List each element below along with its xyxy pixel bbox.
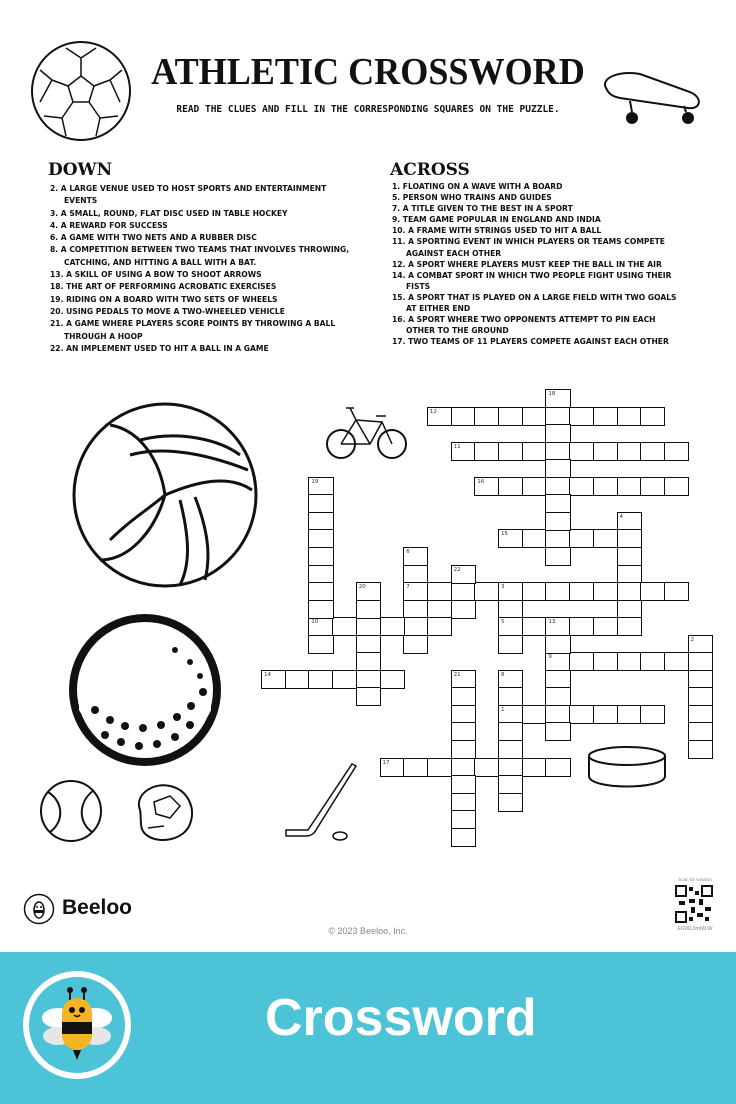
crossword-cell[interactable] [451,565,476,584]
crossword-cell[interactable] [474,407,499,426]
copyright: © 2023 Beeloo, Inc. [328,926,408,936]
clue-number: 19 [311,478,319,485]
crossword-cell[interactable] [617,582,642,601]
down-clues-list [50,183,350,355]
down-clue: 2. A LARGE VENUE USED TO HOST SPORTS AND ENTERTAINMENT EVENTS [50,184,327,206]
crossword-cell[interactable] [356,635,381,654]
crossword-cell[interactable] [498,740,523,759]
crossword-cell[interactable] [617,547,642,566]
crossword-cell[interactable] [498,635,523,654]
crossword-cell[interactable] [545,687,570,706]
crossword-cell[interactable] [593,617,618,636]
clue-number: 8 [501,671,505,678]
crossword-cell[interactable] [688,635,713,654]
crossword-cell[interactable] [308,582,333,601]
down-clue: 6. A GAME WITH TWO NETS AND A RUBBER DISC [50,233,257,243]
crossword-cell[interactable] [522,758,547,777]
crossword-cell[interactable] [308,477,333,496]
crossword-cell[interactable] [617,442,642,461]
crossword-cell[interactable] [664,582,689,601]
crossword-cell[interactable] [617,529,642,548]
crossword-cell[interactable] [569,407,594,426]
clue-number: 11 [453,443,461,450]
crossword-cell[interactable] [569,617,594,636]
clue-number: 5 [501,619,505,626]
crossword-cell[interactable] [617,652,642,671]
crossword-cell[interactable] [617,617,642,636]
crossword-cell[interactable] [522,617,547,636]
crossword-cell[interactable] [688,687,713,706]
crossword-cell[interactable] [451,722,476,741]
clue-number: 12 [429,408,437,415]
across-clue: 11. A SPORTING EVENT IN WHICH PLAYERS OR TEAMS COMPETE AGAINST EACH OTHER [392,237,665,258]
crossword-cell[interactable] [403,600,428,619]
qr-code-icon[interactable] [675,885,713,923]
crossword-cell[interactable] [451,442,476,461]
crossword-cell[interactable] [617,705,642,724]
crossword-cell[interactable] [617,600,642,619]
crossword-cell[interactable] [403,582,428,601]
crossword-cell[interactable] [522,477,547,496]
crossword-cell[interactable] [545,547,570,566]
crossword-cell[interactable] [308,617,333,636]
clue-number: 21 [453,671,461,678]
crossword-cell[interactable] [688,722,713,741]
crossword-cell[interactable] [545,652,570,671]
crossword-cell[interactable] [640,477,665,496]
crossword-cell[interactable] [498,407,523,426]
skateboard-icon [600,58,705,130]
crossword-cell[interactable] [640,407,665,426]
bicycle-icon [326,404,408,462]
qr-code-text: E6WL3mMLW [677,926,713,932]
crossword-cell[interactable] [451,582,476,601]
crossword-cell[interactable] [451,687,476,706]
crossword-cell[interactable] [617,407,642,426]
across-clue: 7. A TITLE GIVEN TO THE BEST IN A SPORT [392,204,573,214]
clue-number: 18 [548,391,556,397]
clue-number: 17 [382,759,390,766]
crossword-cell[interactable] [451,407,476,426]
crossword-cell[interactable] [427,407,452,426]
crossword-cell[interactable] [380,670,405,689]
across-heading: ACROSS [390,160,470,180]
bee-mascot-icon [22,970,132,1080]
beeloo-logo-icon [23,893,55,925]
across-clue: 14. A COMBAT SPORT IN WHICH TWO PEOPLE FIGHT USING THEIR FISTS [392,270,672,291]
crossword-cell[interactable] [498,442,523,461]
crossword-cell[interactable] [451,670,476,689]
crossword-cell[interactable] [522,529,547,548]
crossword-cell[interactable] [545,758,570,777]
crossword-cell[interactable] [498,582,523,601]
crossword-cell[interactable] [593,442,618,461]
crossword-cell[interactable] [356,582,381,601]
crossword-cell[interactable] [498,722,523,741]
clue-number: 6 [406,548,410,555]
down-clue: 20. USING PEDALS TO MOVE A TWO-WHEELED VEHICLE [50,306,285,316]
crossword-cell[interactable] [498,687,523,706]
crossword-cell[interactable] [498,529,523,548]
crossword-cell[interactable] [593,477,618,496]
across-clue: 16. A SPORT WHERE TWO OPPONENTS ATTEMPT TO PIN EACH OTHER TO THE GROUND [392,315,656,336]
crossword-cell[interactable] [380,758,405,777]
across-clue: 1. FLOATING ON A WAVE WITH A BOARD [392,182,563,191]
crossword-cell[interactable] [640,705,665,724]
crossword-cell[interactable] [498,670,523,689]
across-clues-list [392,181,682,347]
clue-number: 3 [501,584,505,591]
crossword-cell[interactable] [569,442,594,461]
crossword-cell[interactable] [403,565,428,584]
crossword-cell[interactable] [403,547,428,566]
crossword-cell[interactable] [664,442,689,461]
crossword-cell[interactable] [356,670,381,689]
crossword-cell[interactable] [617,512,642,531]
down-clue: 19. RIDING ON A BOARD WITH TWO SETS OF WHEELS [50,294,278,304]
down-clue: 18. THE ART OF PERFORMING ACROBATIC EXERCISES [50,282,277,292]
crossword-cell[interactable] [308,494,333,513]
across-clue: 5. PERSON WHO TRAINS AND GUIDES [392,193,552,203]
clue-number: 15 [501,531,508,538]
crossword-cell[interactable] [640,442,665,461]
crossword-cell[interactable] [522,407,547,426]
crossword-cell[interactable] [498,617,523,636]
across-clue: 10. A FRAME WITH STRINGS USED TO HIT A BALL [392,226,602,236]
crossword-cell[interactable] [545,389,570,408]
crossword-cell[interactable] [308,529,333,548]
crossword-cell[interactable] [545,442,570,461]
clue-number: 22 [453,566,461,573]
across-clue: 17. TWO TEAMS OF 11 PLAYERS COMPETE AGAINST EACH OTHER [392,337,669,347]
crossword-cell[interactable] [308,512,333,531]
crossword-cell[interactable] [308,635,333,654]
crossword-cell[interactable] [688,670,713,689]
hockey-stick-icon [280,760,360,844]
crossword-cell[interactable] [474,582,499,601]
clue-number: 16 [477,478,485,485]
crossword-cell[interactable] [545,459,570,478]
crossword-cell[interactable] [332,617,357,636]
crossword-cell[interactable] [545,424,570,443]
crossword-cell[interactable] [640,582,665,601]
down-clue: 13. A SKILL OF USING A BOW TO SHOOT ARROWS [50,270,262,280]
volleyball-icon [70,400,260,590]
across-clue: 9. TEAM GAME POPULAR IN ENGLAND AND INDIA [392,215,601,225]
crossword-cell[interactable] [688,740,713,759]
crossword-cell[interactable] [593,705,618,724]
crossword-cell[interactable] [474,758,499,777]
crossword-cell[interactable] [545,617,570,636]
crossword-cell[interactable] [569,652,594,671]
across-clue: 12. A SPORT WHERE PLAYERS MUST KEEP THE BALL IN THE AIR [392,259,662,269]
crossword-cell[interactable] [545,494,570,513]
clue-number: 9 [548,654,552,661]
down-clue: 21. A GAME WHERE PLAYERS SCORE POINTS BY THROWING A BALL THROUGH A HOOP [50,319,336,341]
clue-number: 7 [406,584,410,591]
crossword-cell[interactable] [545,477,570,496]
baseball-glove-icon [130,780,200,846]
golf-ball-icon [65,610,225,770]
clue-number: 14 [264,671,271,678]
crossword-cell[interactable] [308,670,333,689]
crossword-cell[interactable] [285,670,310,689]
crossword-cell[interactable] [545,722,570,741]
crossword-cell[interactable] [356,600,381,619]
crossword-cell[interactable] [427,617,452,636]
across-clue: 15. A SPORT THAT IS PLAYED ON A LARGE FIELD WITH TWO GOALS AT EITHER END [392,292,677,314]
hockey-puck-icon [586,744,668,790]
crossword-cell[interactable] [308,600,333,619]
clue-number: 1 [501,706,505,713]
soccer-ball-icon [30,40,132,142]
crossword-cell[interactable] [593,652,618,671]
crossword-cell[interactable] [545,635,570,654]
instructions: READ THE CLUES AND FILL IN THE CORRESPONDING SQUARES ON THE PUZZLE. [176,104,560,115]
crossword-cell[interactable] [498,600,523,619]
crossword-cell[interactable] [593,407,618,426]
crossword-cell[interactable] [569,582,594,601]
banner-title: Crossword [265,989,537,1047]
crossword-cell[interactable] [640,652,665,671]
crossword-cell[interactable] [498,705,523,724]
clue-number: 13 [548,619,556,626]
qr-caption: Scan for solution [678,877,712,882]
crossword-cell[interactable] [380,617,405,636]
tennis-ball-icon [38,778,104,844]
crossword-cell[interactable] [427,758,452,777]
crossword-cell[interactable] [569,477,594,496]
crossword-cell[interactable] [451,793,476,812]
crossword-cell[interactable] [498,477,523,496]
crossword-cell[interactable] [569,705,594,724]
page-title: ATHLETIC CROSSWORD [151,51,585,93]
crossword-cell[interactable] [403,617,428,636]
crossword-cell[interactable] [356,652,381,671]
crossword-cell[interactable] [545,582,570,601]
crossword-cell[interactable] [545,705,570,724]
crossword-cell[interactable] [522,582,547,601]
crossword-cell[interactable] [332,670,357,689]
down-heading: DOWN [48,160,113,180]
down-clue: 22. AN IMPLEMENT USED TO HIT A BALL IN A GAME [50,343,269,353]
crossword-cell[interactable] [451,758,476,777]
crossword-cell[interactable] [498,758,523,777]
crossword-cell[interactable] [664,652,689,671]
crossword-cell[interactable] [403,635,428,654]
crossword-cell[interactable] [474,442,499,461]
crossword-cell[interactable] [498,793,523,812]
crossword-cell[interactable] [451,775,476,794]
crossword-cell[interactable] [545,512,570,531]
down-clue: 8. A COMPETITION BETWEEN TWO TEAMS THAT INVOLVES THROWING, CATCHING, AND HITTING A BALL WITH A BAT. [50,245,350,267]
crossword-cell[interactable] [427,582,452,601]
crossword-cell[interactable] [356,617,381,636]
crossword-cell[interactable] [688,705,713,724]
clue-number: 20 [358,584,366,591]
crossword-cell[interactable] [664,477,689,496]
crossword-cell[interactable] [308,565,333,584]
crossword-cell[interactable] [403,758,428,777]
clue-number: 4 [619,513,623,520]
crossword-cell[interactable] [451,810,476,829]
crossword-cell[interactable] [569,529,594,548]
brand-name: Beeloo [62,896,133,919]
crossword-cell[interactable] [261,670,286,689]
crossword-cell[interactable] [522,442,547,461]
crossword-cell[interactable] [451,600,476,619]
down-clue: 4. A REWARD FOR SUCCESS [50,220,168,230]
crossword-cell[interactable] [451,740,476,759]
crossword-cell[interactable] [474,477,499,496]
crossword-cell[interactable] [545,670,570,689]
clue-number: 10 [311,619,319,626]
crossword-cell[interactable] [593,582,618,601]
crossword-cell[interactable] [545,407,570,426]
crossword-cell[interactable] [617,477,642,496]
down-clue: 3. A SMALL, ROUND, FLAT DISC USED IN TABLE HOCKEY [50,208,288,218]
crossword-cell[interactable] [617,565,642,584]
crossword-cell[interactable] [688,652,713,671]
crossword-cell[interactable] [593,529,618,548]
crossword-cell[interactable] [451,705,476,724]
crossword-cell[interactable] [545,529,570,548]
crossword-cell[interactable] [451,828,476,847]
crossword-cell[interactable] [498,775,523,794]
clue-number: 2 [690,636,695,643]
crossword-cell[interactable] [356,687,381,706]
crossword-cell[interactable] [522,705,547,724]
crossword-cell[interactable] [308,547,333,566]
